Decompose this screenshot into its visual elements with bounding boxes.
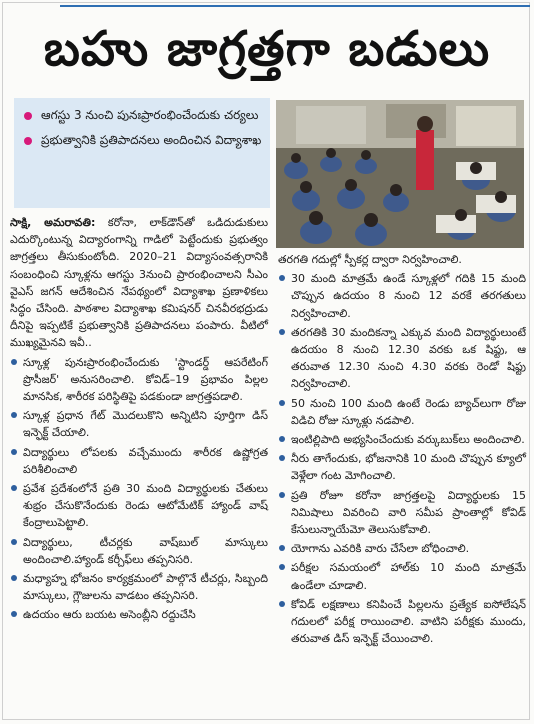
top-rule — [60, 5, 530, 7]
list-item: విద్యార్థులు, టీచర్లకు వాష్‌బుల్ మాస్కులు అందించాలి.హ్యాండ్ కర్చీఫ్‌లు తప్పనిసరి. — [10, 534, 268, 568]
list-item: నీరు తాగేందుకు, భోజనానికి 10 మంది చొప్పున క్యూలో వెళ్లేలా గంట మోగించాలి. — [278, 450, 526, 484]
bullet-list-left — [10, 354, 268, 624]
article-intro — [10, 214, 268, 352]
bullet-list-right — [278, 270, 526, 647]
highlight-text: ప్రభుత్వానికి ప్రతిపాదనలు అందించిన విద్యాశాఖ — [41, 133, 262, 147]
classroom-photo — [276, 100, 524, 248]
list-item: ప్రవేశ ప్రదేశంలోనే ప్రతి 30 మంది విద్యార్థులకు చేతులు శుభ్రం చేసుకొనేందుకు రెండు ఆటోమేటిక్ హ్యాండ్ వాష్ కేంద్రాలుపెట్టాలి. — [10, 480, 268, 532]
classroom-photo-image — [276, 100, 524, 248]
dateline: సాక్షి, అమరావతి: — [10, 216, 96, 229]
list-item: ఇంటిల్లిపాది అభ్యసించేందుకు వర్కుబుక్‌లు అందించాలి. — [278, 431, 526, 448]
article-column-left — [10, 214, 268, 626]
list-item: పరీక్షల సమయంలో హాల్‌కు 10 మంది మాత్రమే ఉండేలా చూడాలి. — [278, 559, 526, 593]
continuation-text: తరగతి గదుల్లో స్పీకర్ల ద్వారా నిర్వహించాలి. — [278, 253, 462, 266]
highlight-item — [24, 131, 262, 150]
highlight-item — [24, 106, 262, 125]
list-item: స్కూళ్ల ప్రధాన గేట్ మొదలుకొని అన్నిటిని పూర్తిగా డిస్ ఇన్ఫెక్ట్ చేయాలి. — [10, 407, 268, 441]
list-item: ప్రతి రోజూ కరోనా జాగ్రత్తలపై విద్యార్థులకు 15 నిమిషాలు వివరించి వారి సమీప ప్రాంతాల్లో కోవిడ్ కేసులున్నాయేమో తెలుసుకోవాలి. — [278, 487, 526, 539]
headline: బహు జాగ్రత్తగా బడులు — [43, 21, 491, 77]
bullet-icon — [24, 112, 32, 120]
list-item: మధ్యాహ్న భోజనం కార్యక్రమంలో పాల్గొనే టీచర్లు, సిబ్బంది మాస్కులు, గ్లౌజులను వాడటం తప్పనిసరి. — [10, 570, 268, 604]
list-item: కోవిడ్ లక్షణాలు కనిపించే పిల్లలను ప్రత్యేక ఐసోలేషన్ గదులలో పరీక్ష రాయించాలి. వాటిని పరీక్షకు ముందు, తరువాత డిస్ ఇన్ఫెక్ట్ చేయించాలి. — [278, 596, 526, 648]
list-item: యోగాను ఎవరికి వారు చేసేలా బోధించాలి. — [278, 540, 526, 557]
article-column-right — [278, 251, 526, 649]
list-item: తరగతికి 30 మందికన్నా ఎక్కువ మంది విద్యార్థులుంటే ఉదయం 8 నుంచి 12.30 వరకు ఒక షిఫ్టు, ఆ తరువాత 12.30 నుంచి 4.30 వరకు రెండో షిఫ్టు నిర్వహించాలి. — [278, 324, 526, 393]
highlights-box — [14, 98, 270, 208]
highlight-text: ఆగస్టు 3 నుంచి పునఃప్రారంభించేందుకు చర్యలు — [41, 108, 259, 122]
intro-text: కరోనా, లాక్‌డౌన్‌తో ఒడిదుడుకులు ఎదుర్కొంటున్న విద్యారంగాన్ని గాడిలో పెట్టేందుకు ప్రభుత్వం జాగ్రత్తలు తీసుకుంటోంది. 2020–21 విద్యాసంవత్సరానికి సంబంధించి స్కూళ్లను ఆగస్టు 3నుంచి ప్రారంభించాలని సీఎం వైఎస్ జగన్ ఆదేశించిన నేపథ్యంలో విద్యాశాఖ ప్రణాళికలు సిద్ధం చేసింది. పాఠశాల విద్యాశాఖ కమిషనర్ చినవీరభద్రుడు దీనిపై ఇప్పటికే ప్రభుత్వానికి ప్రతిపాదనలు పంపారు. వీటిలో ముఖ్యమైనవి ఇవీ.. — [10, 216, 268, 350]
bullet-icon — [24, 137, 32, 145]
list-item: 50 నుంచి 100 మంది ఉంటే రెండు బ్యాచ్‌లుగా రోజు విడిచి రోజు స్కూళ్లు నడపాలి. — [278, 395, 526, 429]
list-item: ఉదయం ఆరు బయట అసెంబ్లీని రద్దుచేసి — [10, 606, 268, 623]
list-item: 30 మంది మాత్రమే ఉండే స్కూళ్లలో గదికి 15 మంది చొప్పున ఉదయం 8 నుంచి 12 వరకే తరగతులు నిర్వహించాలి. — [278, 270, 526, 322]
list-item: స్కూళ్ల పునఃప్రారంభించేందుకు 'స్టాండర్డ్ ఆపరేటింగ్ ప్రొసీజర్' అనుసరించాలి. కోవిడ్–19 ప్రభావం పిల్లల మానసిక, శారీరక పరిస్థితిపై పడకుండా జాగ్రత్తపడాలి. — [10, 354, 268, 406]
list-item: విద్యార్థులు లోపలకు వచ్చేముందు శారీరక ఉష్ణోగ్రత పరిశీలించాలి — [10, 444, 268, 478]
